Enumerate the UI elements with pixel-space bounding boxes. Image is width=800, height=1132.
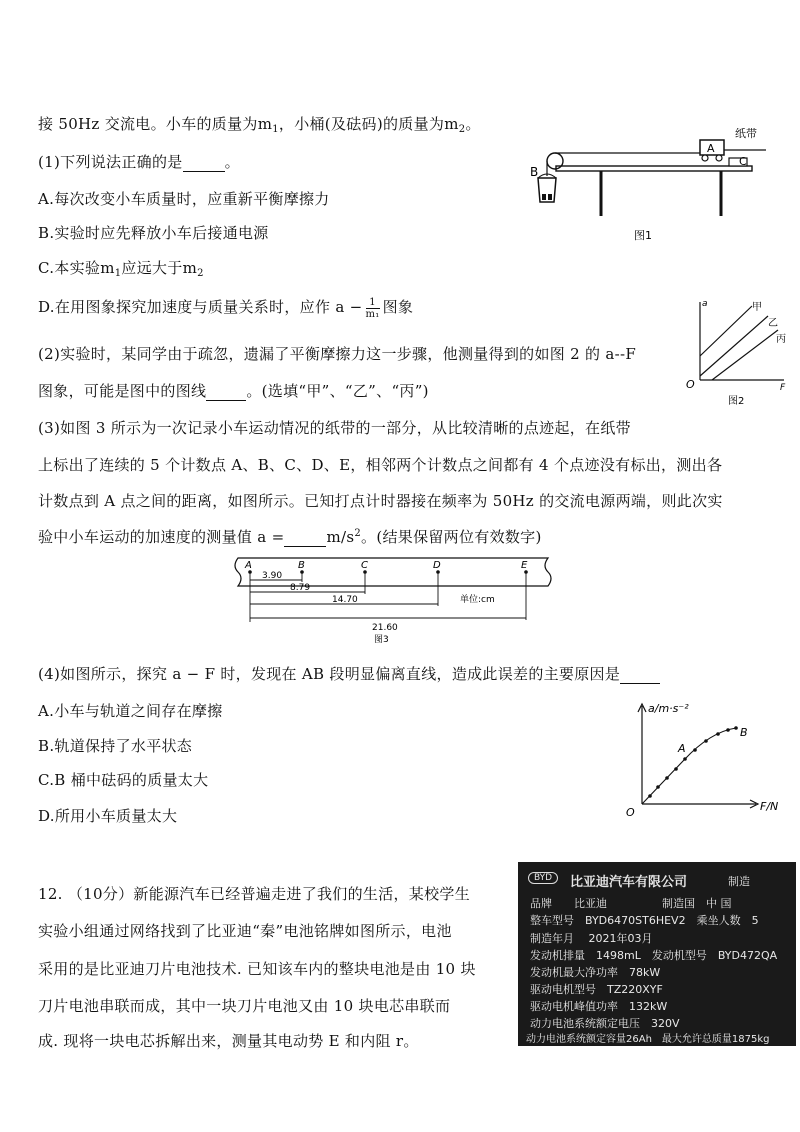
intro-line (38, 113, 481, 135)
q1-c-sub-1: 1 (114, 268, 122, 279)
label-paper-tape: 纸带 (735, 128, 757, 140)
figure-1-caption: 图1 (634, 229, 652, 242)
plate-row-motor-power: 驱动电机峰值功率 132kW (530, 1000, 668, 1013)
label-a: A (707, 142, 715, 155)
intro-sub-1: 1 (272, 124, 279, 135)
q3-text-end: 。(结果保留两位有效数字) (361, 528, 542, 546)
q2-line-1: (2)实验时，某同学由于疏忽，遗漏了平衡摩擦力这一步骤，他测量得到的如图 2 的 a--F (38, 345, 637, 363)
fig4-origin: O (626, 806, 635, 819)
figure-3-tape (228, 556, 558, 644)
line-bing (712, 330, 778, 380)
point-b-label: B (298, 560, 305, 571)
q4-stem (38, 663, 660, 684)
fig4-point-b-label: B (740, 726, 748, 739)
plate-row-capacity: 动力电池系统额定容量26Ah 最大允许总质量1875kg (526, 1034, 770, 1045)
q1-option-d (38, 296, 413, 320)
fig2-a-label: a (702, 299, 708, 309)
q1-option-c (38, 257, 204, 279)
plate-row-engine-power: 发动机最大净功率 78kW (530, 966, 661, 979)
q1-stem-text: (1)下列说法正确的是 (38, 153, 183, 171)
q2-answer-blank[interactable] (206, 382, 246, 401)
fig4-point (704, 739, 708, 743)
q4-option-c: C.B 桶中砝码的质量太大 (38, 771, 209, 789)
fig4-curve (642, 728, 736, 804)
q4-stem-text: (4)如图所示，探究 a − F 时，发现在 AB 段明显偏离直线，造成此误差的主要原因是 (38, 665, 621, 683)
q12-line-1: 12. （10分）新能源汽车已经普遍走进了我们的生活，某校学生 (38, 885, 471, 903)
q4-option-b: B.轨道保持了水平状态 (38, 737, 193, 755)
intro-sub-2: 2 (458, 124, 466, 135)
q3-line-2: 上标出了连续的 5 个计数点 A、B、C、D、E，相邻两个计数点之间都有 4 个点迹没有标出，测出各 (38, 456, 723, 474)
point-c-label: C (361, 560, 368, 571)
track-board (556, 166, 752, 171)
fig2-label-bing: 丙 (776, 334, 786, 345)
q12-line-4: 刀片电池串联而成，其中一块刀片电池又由 10 块电芯串联而 (38, 997, 451, 1015)
fig4-point (734, 726, 738, 730)
cart-wheel-1 (702, 155, 708, 161)
q2-text-end: 。(选填“甲”、“乙”、“丙”) (246, 382, 429, 400)
q12-line-2: 实验小组通过网络找到了比亚迪“秦”电池铭牌如图所示，电池 (38, 922, 452, 940)
q3-answer-blank[interactable] (284, 528, 326, 547)
fig2-origin: O (686, 378, 695, 391)
plate-row-voltage: 动力电池系统额定电压 320V (530, 1017, 680, 1030)
q1-c-text-1: C.本实验m (38, 259, 115, 277)
point-e-label: E (521, 560, 528, 571)
fig4-point (656, 785, 660, 789)
plate-row-model: 整车型号 BYD6470ST6HEV2 乘坐人数 5 (530, 914, 759, 927)
fig4-point (674, 767, 678, 771)
fig4-point (693, 748, 697, 752)
intro-text-2: ，小桶(及砝码)的质量为m (278, 115, 459, 133)
fig2-f-label: F (780, 383, 786, 393)
q1-answer-blank[interactable] (183, 153, 225, 172)
q1-d-fraction (366, 297, 380, 320)
plate-row-motor-model: 驱动电机型号 TZ220XYF (530, 983, 663, 996)
q4-option-d: D.所用小车质量太大 (38, 807, 178, 825)
weight-1 (542, 194, 546, 200)
label-c: C (739, 155, 747, 168)
q4-option-a: A.小车与轨道之间存在摩擦 (38, 702, 223, 720)
fig4-data-points (648, 726, 738, 798)
byd-logo: BYD (528, 872, 558, 884)
fig4-x-label: F/N (760, 800, 779, 813)
label-b: B (530, 165, 539, 179)
tape-strip (235, 558, 551, 586)
q1-option-a: A.每次改变小车质量时，应重新平衡摩擦力 (38, 190, 330, 208)
figure-3-svg (228, 556, 558, 644)
q2-line-2 (38, 380, 429, 401)
dist-ae: 21.60 (372, 623, 398, 633)
fig2-label-jia: 甲 (752, 302, 762, 313)
fig4-point (716, 732, 720, 736)
figure-1-apparatus (526, 128, 776, 248)
intro-text-3: 。 (465, 115, 481, 133)
point-a-label: A (245, 560, 252, 571)
plate-company: 比亚迪汽车有限公司 (570, 875, 688, 890)
q1-d-text: D.在用图象探究加速度与质量关系时，应作 a − (38, 298, 363, 316)
q3-unit-exp: 2 (354, 528, 362, 539)
fig4-point (726, 728, 730, 732)
plate-row-date: 制造年月 2021年03月 (530, 932, 653, 945)
q3-unit: m/s (326, 528, 355, 546)
q3-line-4 (38, 526, 542, 547)
intro-text-1: 接 50Hz 交流电。小车的质量为m (38, 115, 273, 133)
q3-text: 验中小车运动的加速度的测量值 a = (38, 528, 285, 546)
bucket (538, 178, 556, 202)
fig4-point-a-label: A (678, 742, 686, 755)
q12-line-5: 成. 现将一块电芯拆解出来，测量其电动势 E 和内阻 r。 (38, 1032, 419, 1050)
q2-text: 图象，可能是图中的图线 (38, 382, 207, 400)
figure-3-caption: 图3 (374, 635, 389, 644)
q1-option-b: B.实验时应先释放小车后接通电源 (38, 224, 269, 242)
fig4-point (665, 776, 669, 780)
fig4-y-label: a/m·s⁻² (648, 702, 689, 715)
q4-answer-blank[interactable] (620, 665, 660, 684)
q1-c-text-2: 应远大于m (121, 259, 198, 277)
dist-ac: 8.79 (290, 583, 311, 593)
q1-c-sub-2: 2 (197, 268, 204, 279)
plate-row-engine: 发动机排量 1498mL 发动机型号 BYD472QA (530, 949, 778, 962)
q12-line-3: 采用的是比亚迪刀片电池技术. 已知该车内的整块电池是由 10 块 (38, 960, 476, 978)
pulley-b (547, 153, 563, 169)
figure-2-graph (680, 298, 792, 410)
figure-2-caption: 图2 (728, 396, 745, 407)
cart-wheel-2 (716, 155, 722, 161)
figure-4-graph (620, 698, 796, 822)
q3-line-3: 计数点到 A 点之间的距离，如图所示。已知打点计时器接在频率为 50Hz 的交流电源两端，则此次实 (38, 492, 723, 510)
byd-nameplate (518, 862, 796, 1046)
dist-ad: 14.70 (332, 595, 358, 605)
q1-stem-end: 。 (224, 153, 240, 171)
q1-d-numerator: 1 (366, 297, 380, 309)
q1-d-denominator: m₁ (365, 308, 380, 320)
fig3-unit: 单位:cm (460, 595, 495, 605)
fig4-point (683, 757, 687, 761)
line-jia (700, 306, 752, 356)
fig4-point (648, 794, 652, 798)
dist-ab: 3.90 (262, 571, 283, 581)
q1-stem (38, 151, 240, 172)
fig2-label-yi: 乙 (768, 318, 778, 329)
plate-row-brand: 品牌 比亚迪 制造国 中 国 (530, 897, 732, 910)
weight-2 (548, 194, 552, 200)
figure-4-svg (620, 698, 796, 822)
figure-2-svg (680, 298, 792, 410)
point-d-label: D (433, 560, 441, 571)
q1-d-end: 图象 (382, 298, 414, 316)
plate-made: 制造 (728, 875, 750, 888)
q3-line-1: (3)如图 3 所示为一次记录小车运动情况的纸带的一部分，从比较清晰的点迹起，在纸带 (38, 419, 631, 437)
figure-1-svg (526, 128, 776, 248)
